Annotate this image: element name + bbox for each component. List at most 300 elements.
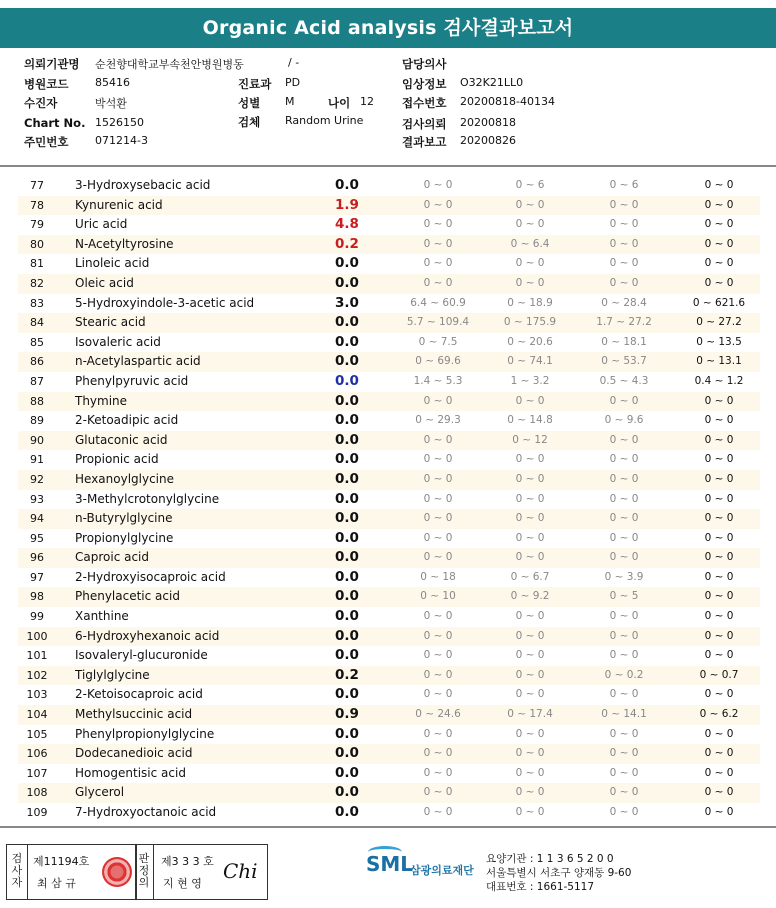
- reference-range-3: 0 ~ 0: [609, 394, 639, 407]
- result-value: 0.0: [335, 745, 359, 762]
- row-number: 91: [30, 453, 44, 467]
- report-value: 20200826: [460, 134, 516, 147]
- table-row: [18, 548, 760, 568]
- result-value: 0.0: [335, 274, 359, 291]
- reference-range-3: 0 ~ 0: [609, 649, 639, 662]
- row-number: 102: [26, 668, 48, 682]
- row-number: 78: [30, 198, 44, 212]
- row-number: 81: [30, 257, 44, 271]
- reference-range-4: 0 ~ 13.1: [696, 355, 742, 368]
- reference-range-3: 0 ~ 0: [609, 551, 639, 564]
- reference-range-2: 0 ~ 0: [515, 688, 545, 701]
- analyte-name: Xanthine: [75, 609, 129, 624]
- reference-range-1: 0 ~ 29.3: [415, 414, 461, 427]
- reference-range-2: 0 ~ 6.4: [510, 237, 550, 250]
- examiner-license: 제11194호: [33, 855, 90, 868]
- reference-range-2: 0 ~ 0: [515, 276, 545, 289]
- department-label: 진료과: [238, 77, 272, 91]
- reference-range-2: 1 ~ 3.2: [510, 374, 550, 387]
- table-row: [18, 254, 760, 274]
- table-row: [18, 470, 760, 490]
- reference-range-4: 0 ~ 27.2: [696, 316, 742, 329]
- reference-range-4: 0 ~ 0: [704, 806, 734, 818]
- result-value: 3.0: [335, 294, 359, 311]
- reference-range-1: 0 ~ 0: [423, 727, 453, 740]
- row-number: 93: [30, 492, 44, 506]
- table-row: [18, 607, 760, 627]
- table-row: [18, 352, 760, 372]
- reference-range-4: 0.4 ~ 1.2: [694, 374, 744, 387]
- reference-range-1: 0 ~ 7.5: [418, 335, 458, 348]
- reference-range-3: 0 ~ 0: [609, 276, 639, 289]
- analyte-name: 3-Methylcrotonylglycine: [75, 491, 220, 506]
- result-value: 0.0: [335, 314, 359, 331]
- result-value: 0.0: [335, 392, 359, 409]
- reference-range-4: 0 ~ 0: [704, 453, 734, 466]
- table-row: [18, 509, 760, 529]
- row-number: 94: [30, 512, 44, 526]
- reference-range-1: 0 ~ 0: [423, 551, 453, 564]
- table-row: [18, 783, 760, 803]
- reference-range-1: 0 ~ 24.6: [415, 708, 461, 721]
- reference-range-1: 0 ~ 0: [423, 198, 453, 211]
- reference-range-2: 0 ~ 0: [515, 512, 545, 525]
- row-number: 90: [30, 433, 44, 447]
- sex-value: M: [285, 95, 295, 108]
- result-value: 4.8: [335, 216, 359, 233]
- reference-range-2: 0 ~ 0: [515, 747, 545, 760]
- row-number: 103: [26, 688, 48, 702]
- org-phone: 대표번호 : 1661-5117: [486, 881, 595, 893]
- table-row: [18, 431, 760, 451]
- chart-label: Chart No.: [24, 116, 86, 130]
- analyte-name: Caproic acid: [75, 550, 150, 565]
- hospital-code-value: 85416: [95, 76, 130, 89]
- analyte-name: 7-Hydroxyoctanoic acid: [75, 805, 217, 819]
- analyte-name: 3-Hydroxysebacic acid: [75, 178, 211, 192]
- reference-range-4: 0 ~ 0: [704, 786, 734, 799]
- resident-value: 071214-3: [95, 134, 148, 147]
- header-divider: [0, 165, 776, 167]
- result-value: 0.0: [335, 510, 359, 527]
- analyte-name: Thymine: [75, 393, 128, 408]
- reference-range-4: 0 ~ 0: [704, 629, 734, 642]
- reference-range-4: 0 ~ 0.7: [699, 668, 739, 681]
- reference-range-2: 0 ~ 18.9: [507, 296, 553, 309]
- reference-range-2: 0 ~ 0: [515, 610, 545, 623]
- reference-range-1: 0 ~ 0: [423, 472, 453, 485]
- table-row: [18, 764, 760, 784]
- sex-label: 성별: [238, 96, 261, 110]
- table-row: [18, 568, 760, 588]
- reference-range-4: 0 ~ 0: [704, 551, 734, 564]
- reference-range-4: 0 ~ 6.2: [699, 708, 739, 721]
- analyte-name: Methylsuccinic acid: [75, 707, 193, 722]
- reference-range-4: 0 ~ 0: [704, 727, 734, 740]
- reference-range-3: 0 ~ 0: [609, 257, 639, 270]
- reference-range-3: 0 ~ 0: [609, 727, 639, 740]
- reference-range-3: 0 ~ 0.2: [604, 668, 644, 681]
- reference-range-3: 0 ~ 53.7: [601, 355, 647, 368]
- reference-range-1: 0 ~ 0: [423, 688, 453, 701]
- reference-range-3: 0 ~ 0: [609, 512, 639, 525]
- analyte-name: 5-Hydroxyindole-3-acetic acid: [75, 295, 255, 310]
- reference-range-4: 0 ~ 0: [704, 688, 734, 701]
- reference-range-4: 0 ~ 0: [704, 257, 734, 270]
- table-row: [18, 744, 760, 764]
- patient-label: 수진자: [24, 96, 58, 110]
- reference-range-3: 0 ~ 0: [609, 747, 639, 760]
- reference-range-1: 0 ~ 0: [423, 394, 453, 407]
- table-row: [18, 490, 760, 510]
- reference-range-3: 0 ~ 0: [609, 453, 639, 466]
- patient-info: [0, 54, 776, 166]
- table-row: [18, 372, 760, 392]
- logo-text: 삼광의료재단: [410, 864, 474, 877]
- logo-mark: SML: [366, 852, 414, 876]
- row-number: 99: [30, 610, 44, 624]
- result-value: 0.2: [335, 666, 359, 683]
- result-value: 0.0: [335, 529, 359, 546]
- result-value: 0.0: [335, 353, 359, 370]
- reference-range-4: 0 ~ 0: [704, 276, 734, 289]
- reference-range-2: 0 ~ 0: [515, 668, 545, 681]
- analyte-name: N-Acetyltyrosine: [75, 236, 174, 251]
- reference-range-3: 0 ~ 5: [609, 590, 639, 603]
- reference-range-4: 0 ~ 621.6: [692, 296, 746, 309]
- table-row: [18, 450, 760, 470]
- clinical-value: O32K21LL0: [460, 76, 524, 89]
- reference-range-2: 0 ~ 0: [515, 766, 545, 779]
- reference-range-2: 0 ~ 14.8: [507, 414, 553, 427]
- row-number: 77: [30, 179, 44, 192]
- org-code: 요양기관 : 1 1 3 6 5 2 0 0: [486, 853, 614, 865]
- reference-range-1: 0 ~ 0: [423, 531, 453, 544]
- signature: Chi: [223, 859, 258, 883]
- row-number: 86: [30, 355, 44, 369]
- age-label: 나이: [328, 96, 351, 110]
- reference-range-4: 0 ~ 0: [704, 414, 734, 427]
- table-row: [18, 215, 760, 235]
- report-label: 결과보고: [402, 135, 447, 149]
- confirm-name: 지 현 영: [163, 877, 202, 890]
- reference-range-4: 0 ~ 0: [704, 179, 734, 191]
- analyte-name: 2-Hydroxyisocaproic acid: [75, 569, 226, 584]
- reference-range-4: 0 ~ 13.5: [696, 335, 742, 348]
- reference-range-2: 0 ~ 17.4: [507, 708, 553, 721]
- reference-range-3: 0 ~ 0: [609, 610, 639, 623]
- confirm-vertical-label: 판 정 의: [138, 852, 150, 889]
- table-row: [18, 529, 760, 549]
- reference-range-2: 0 ~ 0: [515, 492, 545, 505]
- row-number: 105: [26, 727, 48, 741]
- result-value: 0.0: [335, 333, 359, 350]
- result-value: 0.0: [335, 372, 359, 389]
- reference-range-1: 0 ~ 10: [420, 590, 456, 603]
- analyte-name: 6-Hydroxyhexanoic acid: [75, 628, 220, 643]
- result-value: 0.0: [335, 764, 359, 781]
- results-table: [18, 176, 760, 823]
- reference-range-4: 0 ~ 0: [704, 590, 734, 603]
- reference-range-3: 0 ~ 28.4: [601, 296, 647, 309]
- analyte-name: Kynurenic acid: [75, 197, 163, 212]
- row-number: 96: [30, 551, 44, 565]
- reference-range-2: 0 ~ 0: [515, 257, 545, 270]
- reference-range-1: 0 ~ 0: [423, 806, 453, 818]
- result-value: 0.0: [335, 470, 359, 487]
- result-value: 0.0: [335, 451, 359, 468]
- reference-range-4: 0 ~ 0: [704, 433, 734, 446]
- reference-range-2: 0 ~ 0: [515, 218, 545, 231]
- reference-range-1: 0 ~ 0: [423, 218, 453, 231]
- reference-range-3: 1.7 ~ 27.2: [596, 316, 652, 329]
- reference-range-3: 0 ~ 3.9: [604, 570, 644, 583]
- reference-range-1: 0 ~ 0: [423, 276, 453, 289]
- analyte-name: Oleic acid: [75, 275, 134, 290]
- clinical-label: 임상정보: [402, 77, 447, 91]
- reference-range-2: 0 ~ 0: [515, 629, 545, 642]
- result-value: 0.0: [335, 568, 359, 585]
- examiner-vertical-label: 검 사 자: [11, 852, 23, 889]
- row-number: 82: [30, 276, 44, 290]
- reference-range-1: 0 ~ 69.6: [415, 355, 461, 368]
- table-row: [18, 725, 760, 745]
- reference-range-4: 0 ~ 0: [704, 237, 734, 250]
- reference-range-1: 5.7 ~ 109.4: [406, 316, 470, 329]
- reference-range-3: 0 ~ 0: [609, 786, 639, 799]
- report-title: Organic Acid analysis 검사결과보고서: [0, 8, 776, 48]
- row-number: 84: [30, 316, 44, 330]
- table-row: [18, 294, 760, 314]
- reference-range-3: 0.5 ~ 4.3: [599, 374, 649, 387]
- result-value: 0.0: [335, 647, 359, 664]
- examiner-name: 최 삼 규: [37, 877, 76, 890]
- reference-range-2: 0 ~ 0: [515, 806, 545, 818]
- reference-range-3: 0 ~ 9.6: [604, 414, 644, 427]
- reference-range-1: 0 ~ 0: [423, 257, 453, 270]
- reference-range-3: 0 ~ 18.1: [601, 335, 647, 348]
- analyte-name: Homogentisic acid: [75, 765, 186, 780]
- table-row: [18, 196, 760, 216]
- result-value: 0.2: [335, 235, 359, 252]
- hospital-code-label: 병원코드: [24, 77, 69, 91]
- reference-range-4: 0 ~ 0: [704, 472, 734, 485]
- result-value: 0.9: [335, 706, 359, 723]
- row-number: 100: [26, 629, 48, 643]
- row-number: 106: [26, 747, 48, 761]
- org-address: 서울특별시 서초구 양재동 9-60: [486, 867, 632, 879]
- reference-range-1: 0 ~ 0: [423, 453, 453, 466]
- reference-range-2: 0 ~ 0: [515, 472, 545, 485]
- table-row: [18, 685, 760, 705]
- reference-range-1: 0 ~ 0: [423, 237, 453, 250]
- reference-range-2: 0 ~ 0: [515, 727, 545, 740]
- row-number: 109: [26, 806, 48, 819]
- reference-range-3: 0 ~ 0: [609, 766, 639, 779]
- analyte-name: Propionic acid: [75, 452, 159, 467]
- reference-range-3: 0 ~ 0: [609, 688, 639, 701]
- reference-range-3: 0 ~ 0: [609, 492, 639, 505]
- row-number: 101: [26, 649, 48, 663]
- reference-range-1: 0 ~ 0: [423, 668, 453, 681]
- reference-range-1: 0 ~ 0: [423, 492, 453, 505]
- reference-range-1: 0 ~ 18: [420, 570, 456, 583]
- reference-range-3: 0 ~ 14.1: [601, 708, 647, 721]
- reference-range-2: 0 ~ 0: [515, 531, 545, 544]
- result-value: 0.0: [335, 627, 359, 644]
- reference-range-1: 0 ~ 0: [423, 747, 453, 760]
- resident-label: 주민번호: [24, 135, 69, 149]
- row-number: 107: [26, 766, 48, 780]
- result-value: 0.0: [335, 255, 359, 272]
- result-value: 0.0: [335, 431, 359, 448]
- reference-range-3: 0 ~ 0: [609, 531, 639, 544]
- reference-range-1: 0 ~ 0: [423, 433, 453, 446]
- reference-range-4: 0 ~ 0: [704, 512, 734, 525]
- analyte-name: Glutaconic acid: [75, 432, 168, 447]
- analyte-name: Dodecanedioic acid: [75, 746, 193, 761]
- reference-range-1: 0 ~ 0: [423, 610, 453, 623]
- age-value: 12: [360, 95, 374, 108]
- reference-range-3: 0 ~ 6: [609, 179, 639, 191]
- table-row: [18, 274, 760, 294]
- patient-value: 박석환: [95, 97, 127, 110]
- chart-value: 1526150: [95, 116, 144, 129]
- analyte-name: Phenylpropionylglycine: [75, 726, 215, 741]
- reference-range-3: 0 ~ 0: [609, 218, 639, 231]
- reference-range-2: 0 ~ 0: [515, 649, 545, 662]
- reference-range-2: 0 ~ 20.6: [507, 335, 553, 348]
- reference-range-4: 0 ~ 0: [704, 531, 734, 544]
- table-row: [18, 646, 760, 666]
- reference-range-2: 0 ~ 0: [515, 551, 545, 564]
- organization-info: [486, 852, 631, 894]
- reference-range-4: 0 ~ 0: [704, 747, 734, 760]
- result-value: 0.0: [335, 608, 359, 625]
- reference-range-3: 0 ~ 0: [609, 433, 639, 446]
- row-number: 89: [30, 414, 44, 428]
- result-value: 1.9: [335, 196, 359, 213]
- table-row: [18, 235, 760, 255]
- row-number: 97: [30, 570, 44, 584]
- reference-range-4: 0 ~ 0: [704, 766, 734, 779]
- analyte-name: Phenylpyruvic acid: [75, 373, 189, 388]
- reference-range-2: 0 ~ 0: [515, 786, 545, 799]
- reference-range-1: 0 ~ 0: [423, 629, 453, 642]
- row-number: 88: [30, 394, 44, 408]
- reference-range-3: 0 ~ 0: [609, 237, 639, 250]
- institution-label: 의뢰기관명: [24, 57, 80, 71]
- row-number: 108: [26, 786, 48, 800]
- reference-range-2: 0 ~ 175.9: [503, 316, 557, 329]
- table-row: [18, 803, 760, 823]
- reference-range-3: 0 ~ 0: [609, 198, 639, 211]
- request-label: 검사의뢰: [402, 117, 447, 131]
- row-number: 92: [30, 472, 44, 486]
- analyte-name: n-Butyrylglycine: [75, 511, 173, 526]
- reference-range-2: 0 ~ 0: [515, 198, 545, 211]
- reference-range-1: 0 ~ 0: [423, 179, 453, 191]
- analyte-name: 2-Ketoisocaproic acid: [75, 687, 203, 702]
- table-row: [18, 705, 760, 725]
- signature-box: [6, 844, 268, 900]
- reference-range-3: 0 ~ 0: [609, 472, 639, 485]
- reference-range-4: 0 ~ 0: [704, 394, 734, 407]
- result-value: 0.0: [335, 784, 359, 801]
- table-row: [18, 313, 760, 333]
- analyte-name: Tiglylglycine: [75, 667, 150, 682]
- doctor-label: 담당의사: [402, 57, 447, 71]
- confirm-license: 제3 3 3 호: [161, 855, 214, 868]
- result-value: 0.0: [335, 686, 359, 703]
- analyte-name: Isovaleryl-glucuronide: [75, 648, 208, 663]
- result-value: 0.0: [335, 490, 359, 507]
- reference-range-1: 0 ~ 0: [423, 766, 453, 779]
- reference-range-2: 0 ~ 6.7: [510, 570, 550, 583]
- department-value: PD: [285, 76, 301, 89]
- result-value: 0.0: [335, 549, 359, 566]
- analyte-name: Propionylglycine: [75, 530, 174, 545]
- row-number: 83: [30, 296, 44, 310]
- reference-range-3: 0 ~ 0: [609, 629, 639, 642]
- accession-label: 접수번호: [402, 96, 447, 110]
- analyte-name: Isovaleric acid: [75, 334, 161, 349]
- reference-range-2: 0 ~ 6: [515, 179, 545, 191]
- analyte-name: 2-Ketoadipic acid: [75, 413, 179, 428]
- reference-range-4: 0 ~ 0: [704, 570, 734, 583]
- reference-range-4: 0 ~ 0: [704, 492, 734, 505]
- analyte-name: Uric acid: [75, 217, 128, 232]
- row-number: 98: [30, 590, 44, 604]
- row-number: 104: [26, 708, 48, 722]
- table-row: [18, 411, 760, 431]
- reference-range-1: 0 ~ 0: [423, 649, 453, 662]
- reference-range-1: 1.4 ~ 5.3: [413, 374, 463, 387]
- footer-divider: [0, 826, 776, 828]
- result-value: 0.0: [335, 588, 359, 605]
- table-row: [18, 627, 760, 647]
- analyte-name: Glycerol: [75, 785, 125, 800]
- accession-value: 20200818-40134: [460, 95, 555, 108]
- reference-range-4: 0 ~ 0: [704, 610, 734, 623]
- row-number: 95: [30, 531, 44, 545]
- row-number: 79: [30, 218, 44, 232]
- reference-range-1: 0 ~ 0: [423, 512, 453, 525]
- table-row: [18, 587, 760, 607]
- reference-range-4: 0 ~ 0: [704, 198, 734, 211]
- seal-icon: [102, 857, 132, 887]
- ward-value: / -: [288, 56, 300, 69]
- table-row: [18, 392, 760, 412]
- reference-range-1: 0 ~ 0: [423, 786, 453, 799]
- reference-range-2: 0 ~ 12: [512, 433, 548, 446]
- analyte-name: n-Acetylaspartic acid: [75, 354, 201, 369]
- analyte-name: Linoleic acid: [75, 256, 150, 271]
- table-row: [18, 666, 760, 686]
- result-value: 0.0: [335, 804, 359, 820]
- specimen-value: Random Urine: [285, 114, 364, 127]
- analyte-name: Hexanoylglycine: [75, 471, 175, 486]
- institution-value: 순천향대학교부속천안병원병동: [95, 58, 244, 71]
- reference-range-2: 0 ~ 0: [515, 394, 545, 407]
- row-number: 80: [30, 237, 44, 251]
- reference-range-2: 0 ~ 74.1: [507, 355, 553, 368]
- reference-range-3: 0 ~ 0: [609, 806, 639, 818]
- analyte-name: Phenylacetic acid: [75, 589, 180, 604]
- analyte-name: Stearic acid: [75, 315, 146, 330]
- reference-range-2: 0 ~ 9.2: [510, 590, 550, 603]
- result-value: 0.0: [335, 412, 359, 429]
